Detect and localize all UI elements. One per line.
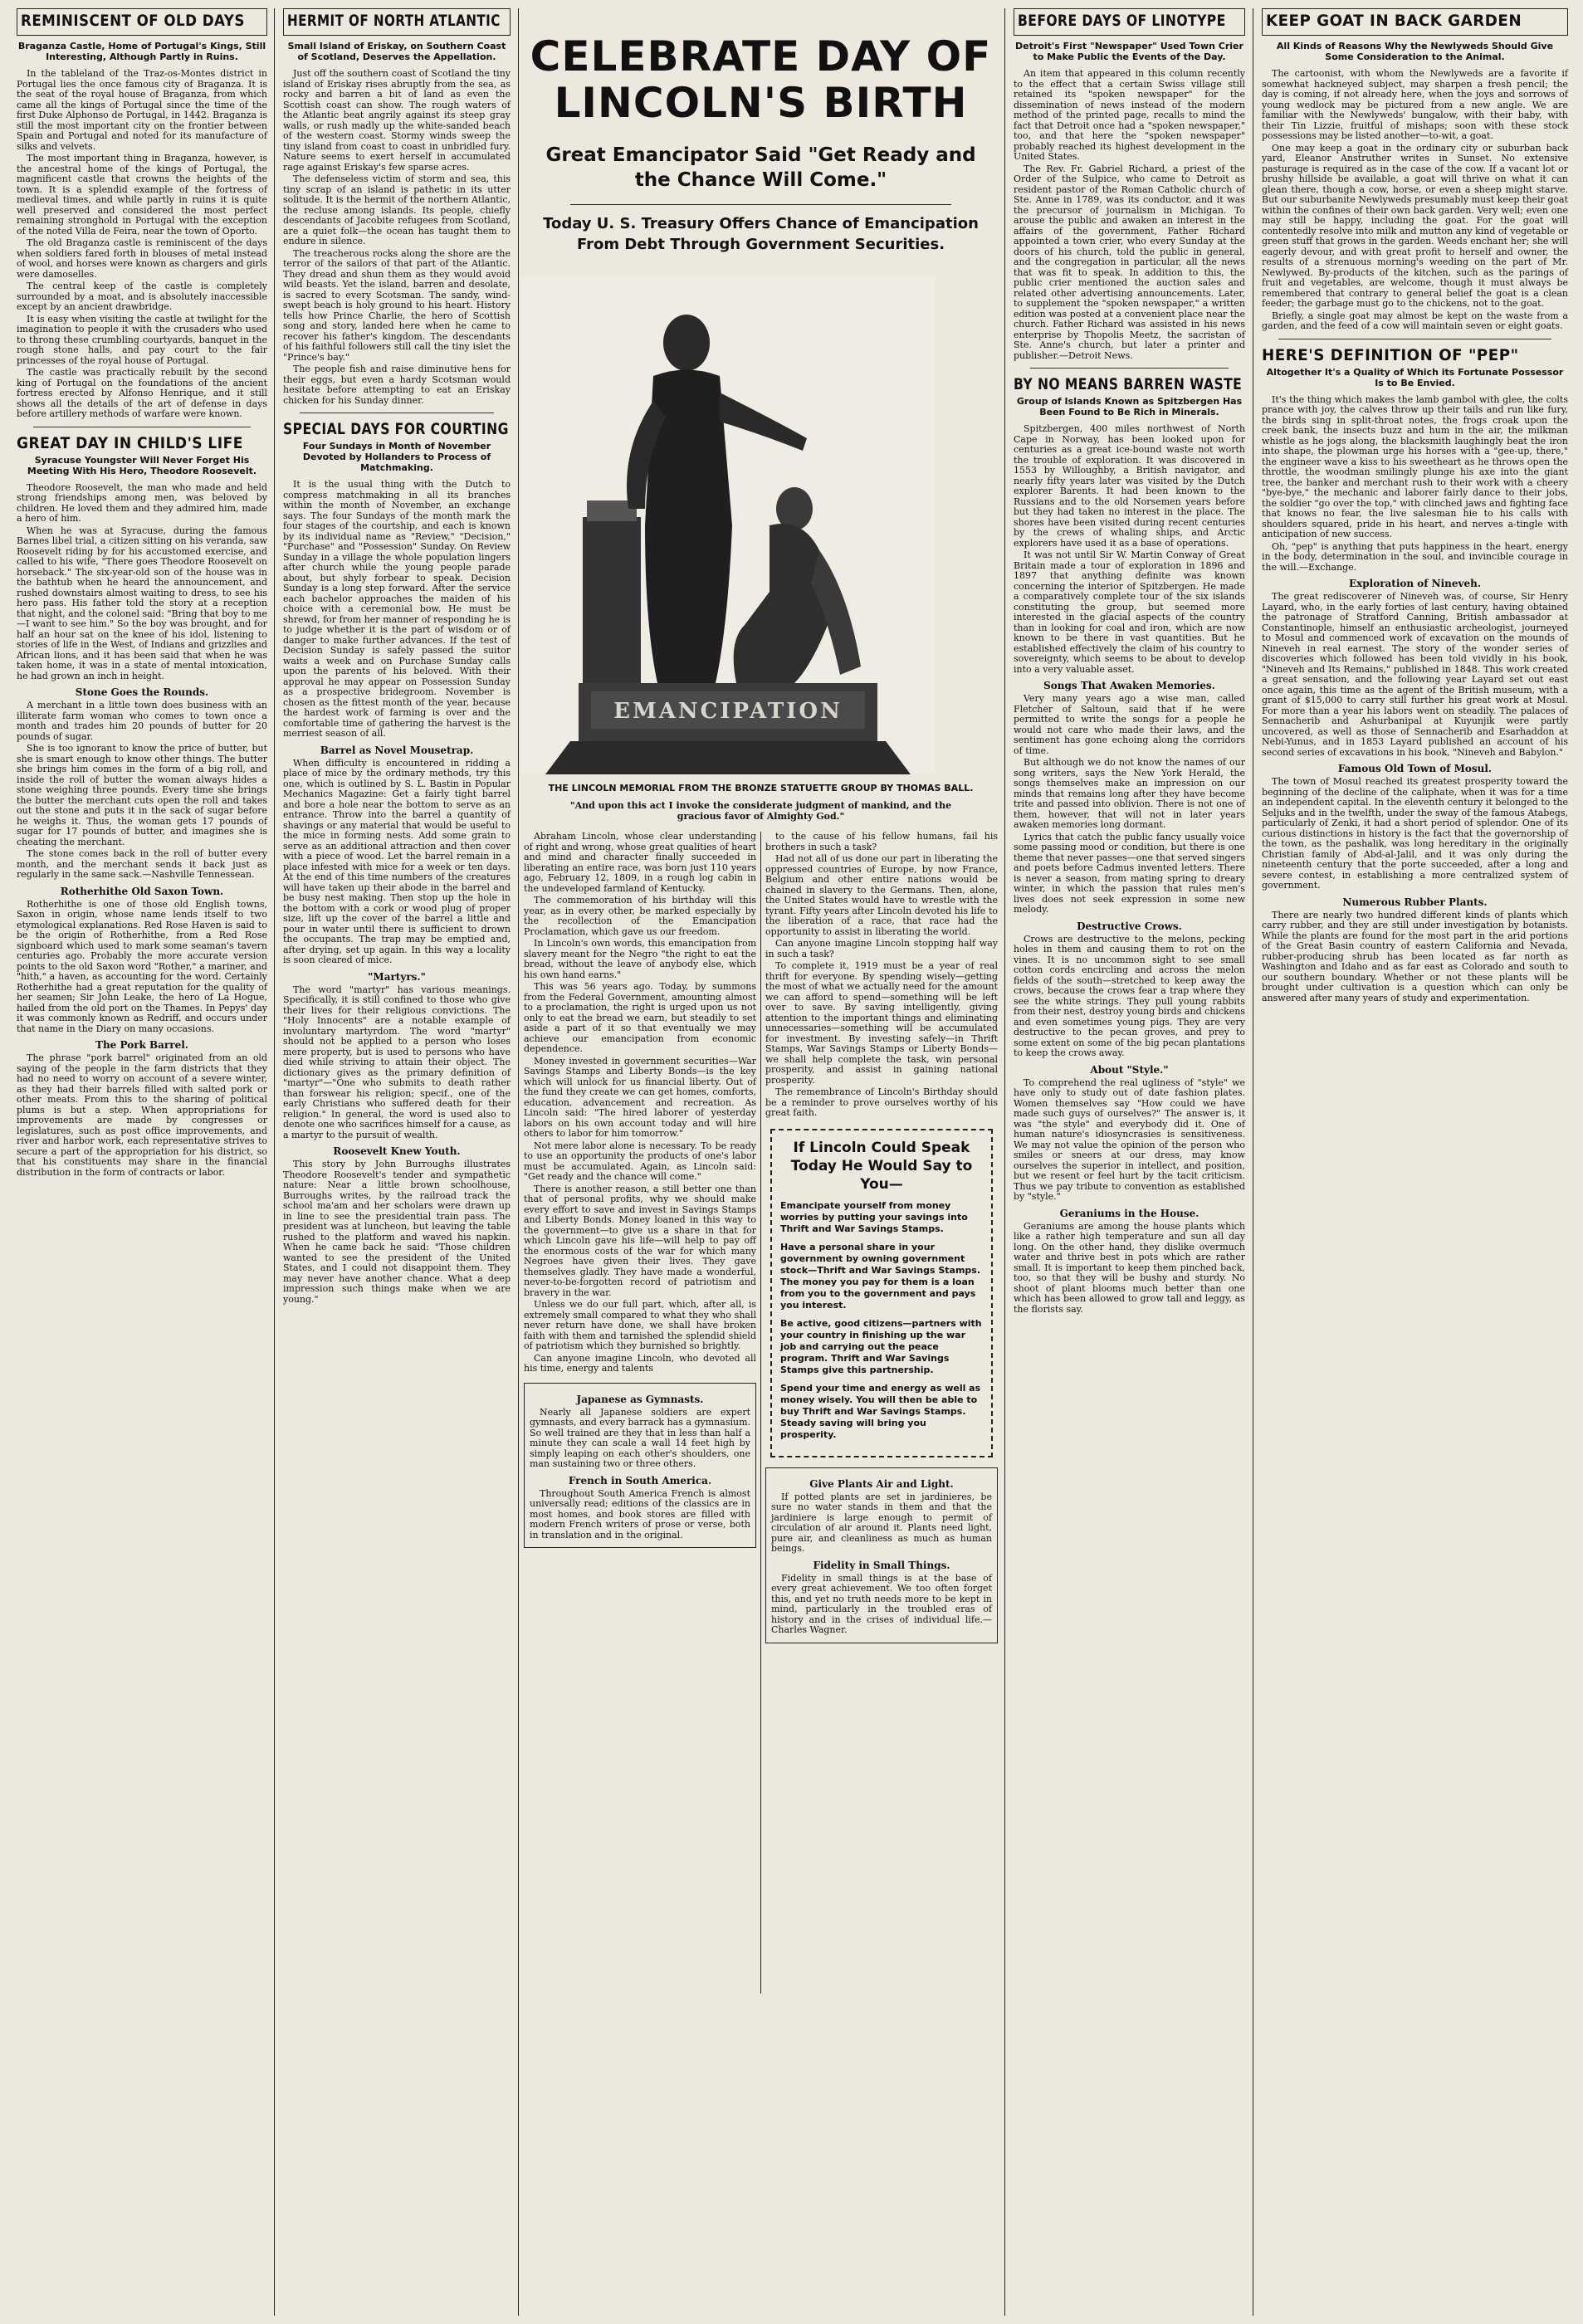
paragraph: Spitzbergen, 400 miles northwest of North Cape in Norway, has been looked upon for centuries as a great ice-bound waste not worth the trouble of exploration. It was discovered in 1553 by Willoughby, a British navigator, and nearly fifty years later was visited by the Dutch explorer Barents. It had been known to the Russians and to the old Norsemen years before but they had taken no interest in the place. The shores have been visited during recent centuries by the crews of whaling ships, and Arctic explorers have used it as a base of operations. [1014, 423, 1245, 549]
article-rubber [1262, 911, 1568, 1004]
article-plants: If potted plants are set in jardinieres, be sure no water stands in them and that the jardiniere is large enough to permit of circulation of air around it. Plants need light, pure air, and cleanliness as much as human beings. [771, 1491, 992, 1554]
headline-box [17, 8, 267, 36]
paragraph: to the cause of his fellow humans, fail his brothers in such a task? [765, 831, 998, 852]
paragraph: In Lincoln's own words, this emancipation from slavery meant for the Negro "the right to eat the bread, without the leave of anybody else, which his own hand earns." [524, 938, 756, 980]
paragraph: Not mere labor alone is necessary. To be ready to use an opportunity the products of one's labor must be accumulated. Again, as Lincoln said: "Get ready and the chance will come." [524, 1140, 756, 1182]
article-martyrs [283, 985, 511, 1141]
lincoln-quote: "And upon this act I invoke the considerate judgment of mankind, and the gracious favor of Almighty God." [569, 800, 952, 822]
headline-pep: HERE'S DEFINITION OF "PEP" [1262, 345, 1519, 364]
paragraph: The cartoonist, with whom the Newlyweds are a favorite if somewhat hackneyed subject, may sharpen a fresh pencil; the day is coming, if not already here, when the joys and sorrows of young wedlock may be pictured from a new angle. We are familiar with the Newlyweds' bungalow, with their baby, with their Tin Lizzie, fruitful of mishaps; soon with these stock possessions may be listed another—to-wit, a goat. [1262, 68, 1568, 141]
paragraph: Abraham Lincoln, whose clear understanding of right and wrong, whose great qualities of heart and mind and character finally succeeded in liberating an entire race, was born just 110 years ago, February 12, 1809, in a rough log cabin in the undeveloped farmland of Kentucky. [524, 831, 756, 894]
paragraph: Lyrics that catch the public fancy usually voice some passing mood or condition, but there is one theme that never passes—one that served singers and poets before Cadmus invented letters. There is never a season, from mating spring to dreary winter, in which the passion that rules men's lives does not seek expression in some new melody. [1014, 831, 1245, 915]
paragraph: The old Braganza castle is reminiscent of the days when soldiers fared forth in blouses of metal instead of wool, and horses were known as chargers and girls were damoselles. [17, 237, 267, 280]
column-rule [1004, 8, 1005, 2316]
headline-box [283, 8, 511, 36]
paragraph: But although we do not know the names of our song writers, says the New York Herald, the songs themselves make an impression on our minds that remains long after they have become trite and passed into oblivion. There is not one of them, however, that will not in later years awaken memories long dormant. [1014, 757, 1245, 830]
column-3 [1007, 8, 1252, 2316]
subhead-japanese: Japanese as Gymnasts. [576, 1393, 704, 1405]
paragraph: To complete it, 1919 must be a year of real thrift for everyone. By spending wisely—getting the most of what we actually need for the amount we can afford to spend—something will be left over to save. By saving intelligently, giving attention to the important things and eliminating unnecessaries—something will be accumulated for investment. By investing safely—in Thrift Stamps, War Savings Stamps or Liberty Bonds—we shall help complete the task, win personal prosperity, and assist in gaining national prosperity. [765, 960, 998, 1086]
subhead-geraniums: Geraniums in the House. [1059, 1207, 1199, 1219]
subhead-mousetrap: Barrel as Novel Mousetrap. [320, 744, 474, 756]
paragraph: It is easy when visiting the castle at twilight for the imagination to people it with the crusaders who used to throng these crumbling courtyards, banquet in the rough stone halls, and pay court to the fair princesses of the royal house of Portugal. [17, 313, 267, 366]
article-lincoln-part-2 [765, 832, 998, 1119]
article-eriskay [283, 69, 511, 406]
headline-box [1262, 8, 1568, 36]
article-pork-barrel [17, 1053, 267, 1178]
paragraph: When difficulty is encountered in ridding a place of mice by the ordinary methods, try this one, which is outlined by S. L. Bastin in Popular Mechanics Magazine: Get a fairly tight barrel and bore a hole near the bottom to serve as an entrance. Throw into the barrel a quantity of shavings or any material that would be useful to the mice in forming nests. Add some grain to serve as an additional attraction and then cover with a piece of wood. Let the barrel remain in a place infested with mice for a week or ten days. At the end of this time numbers of the creatures will have taken up their abode in the barrel and be busy nest making. Then stop up the hole in the bottom with a cork or wood plug of proper size, lift up the cover of the barrel a little and pour in water until there is sufficient to drown the occupants. The trap may be emptied and, after drying, set up again. In this way a locality is soon cleared of mice. [283, 757, 511, 965]
article-spitzbergen [1014, 424, 1245, 675]
subhead-french: French in South America. [568, 1474, 712, 1487]
subhead-martyrs: "Martyrs." [368, 970, 426, 983]
paragraph: The treacherous rocks along the shore are the terror of the sailors of that part of the Atlantic. They dread and shun them as they would avoid wild beasts. Yet the island, barren and desolate, is sacred to every Scotsman. The sandy, wind-swept beach is holy ground to his heart. History tells how Prince Charlie, the hero of Scottish song and story, landed here when he came to recover his father's kingdom. The descendants of his faithful followers still call the tiny islet the "Prince's bay." [283, 247, 511, 363]
article-crows [1014, 935, 1245, 1059]
column-1 [10, 8, 274, 2316]
paragraph: The defenseless victim of storm and sea, this tiny scrap of an island is pathetic in its utter solitude. It is the hermit of the northern Atlantic, the recluse among islands. Its people, chiefly descendants of Jacobite refugees from Scotland, are a quiet folk—the ocean has taught them to endure in silence. [283, 173, 511, 247]
headline-barren-waste: BY NO MEANS BARREN WASTE [1014, 375, 1243, 393]
column-rule [274, 8, 275, 2316]
column-rule [760, 832, 761, 1994]
article-mousetrap [283, 759, 511, 966]
lincoln-box-body [780, 1200, 983, 1441]
lincoln-memorial-statue-image [520, 276, 936, 774]
article-detroit [1014, 69, 1245, 361]
paragraph: Crows are destructive to the melons, pecking holes in them and causing them to rot on the vines. It is no uncommon sight to see small cotton cords encircling and across the melon fields of the south—stretched to keep away the crows, because the crows fear a trap where they see the white strings. They pull young rabbits from their nest, destroy young birds and chickens and even sometimes young pigs. They are very destructive to the pecan groves, and prey to some extent on some of the big pecan plantations to keep the crows away. [1014, 933, 1245, 1058]
paragraph: Had not all of us done our part in liberating the oppressed countries of Europe, by now France, Belgium and other entire nations would be chained in slavery to the Germans. Then, alone, the United States would have to wrestle with the tyrant. Fifty years after Lincoln devoted his life to the liberation of a race, that race had the opportunity to assist in liberating the world. [765, 853, 998, 937]
headline-hermit: HERMIT OF NORTH ATLANTIC [287, 12, 501, 30]
paragraph: There is another reason, a still better one than that of personal profits, why we should make every effort to save and invest in Savings Stamps and Liberty Bonds. Money loaned in this way to the government—to give us a share in that for which Lincoln gave his life—will help to pay off the enormous costs of the war for which many Negroes have given their lives. They gave themselves gladly. They have made a wonderful, never-to-be-forgotten record of patriotism and bravery in the war. [524, 1183, 756, 1298]
lincoln-box-title: If Lincoln Could Speak Today He Would Say to You— [790, 1139, 973, 1193]
paragraph: Be active, good citizens—partners with your country in finishing up the war job and carrying out the peace program. Thrift and War Savings Stamps give this partnership. [780, 1317, 982, 1375]
headline-great-day: GREAT DAY IN CHILD'S LIFE [17, 433, 243, 452]
headline-courting: SPECIAL DAYS FOR COURTING [283, 420, 509, 438]
paragraph: To comprehend the real ugliness of "style" we have only to study out of date fashion plates. Women themselves say "How could we have made such guys of ourselves?" The answer is, it was "the style" and everybody did it. One of human nature's idiosyncrasies is sensitiveness. We may not value the opinion of the person who smiles or sneers at our dress, may know ourselves the superior in intellect, and position, but we resent or feel hurt by the tacit criticism. Thus we pay tribute to convention as established by "style." [1014, 1077, 1245, 1202]
paragraph: The Rev. Fr. Gabriel Richard, a priest of the Order of the Sulpice, who came to Detroit as resident pastor of the Roman Catholic church of Ste. Anne in 1789, was its conductor, and it was the precursor of journalism in Michigan. To arouse the public and awaken an interest in the affairs of the government, Father Richard appointed a town crier, who every Sunday at the doors of his church, told the public in general, and the congregation in particular, all the news that was fit to speak. In addition to this, the public crier mentioned the auction sales and related other advertising announcements. Later, to supplement the "spoken newspaper," a written edition was posted at a convenient place near the church. Father Richard was assisted in his news enterprise by Thopolis Meetz, the sacristan of Ste. Anne's church, but later a printer and publisher.—Detroit News. [1014, 163, 1245, 361]
lincoln-box [770, 1129, 993, 1457]
column-rule [518, 8, 519, 2316]
paragraph: It is the usual thing with the Dutch to compress matchmaking in all its branches within the month of November, an exchange says. The four Sundays of the month mark the four stages of the courtship, and each is known by its individual name as "Review," "Decision," "Purchase" and "Possession" Sunday. On Review Sunday in a village the whole population lingers after church while the young people parade about, but shyly forbear to speak. Decision Sunday is a long step forward. After the service each bachelor approaches the maiden of his choice with a ceremonial bow. He must be shrewd, for from her manner of responding he is to judge whether it is the part of wisdom or of danger to make further advances. If the test of Decision Sunday is safely passed the suitor waits a week and on Purchase Sunday calls upon the parents of his beloved. With their approval he may appear on Possession Sunday as a prospective bridegroom. November is chosen as the fittest month of the year, because the hardest work of farming is over and the comfortable time of gathering the harvest is the merriest season of all. [283, 479, 511, 739]
paragraph: The phrase "pork barrel" originated from an old saying of the people in the farm districts that they had no need to worry on account of a severe winter, as they had their barrels filled with salted pork or other meats. From this to the sharing of political plums is but a step. When appropriations for improvements are made by congresses or legislatures, such as post office improvements, and river and harbor work, each representative strives to secure a part of the appropriation for his district, so that his constituents may share in the financial distribution in the form of contracts or labor. [17, 1052, 267, 1178]
deck-eriskay: Small Island of Eriskay, on Southern Coast of Scotland, Deserves the Appellation. [287, 41, 506, 62]
subhead-songs: Songs That Awaken Memories. [1043, 680, 1215, 691]
headline-linotype: BEFORE DAYS OF LINOTYPE [1018, 12, 1226, 30]
subhead-fidelity: Fidelity in Small Things. [813, 1559, 950, 1571]
main-headline-line-2: LINCOLN'S BIRTH [554, 79, 968, 127]
paragraph: The commemoration of his birthday will this year, as in every other, be marked especially by the recollection of the Emancipation Proclamation, which gave us our freedom. [524, 895, 756, 937]
paragraph: Can anyone imagine Lincoln stopping half way in such a task? [765, 938, 998, 959]
paragraph: An item that appeared in this column recently to the effect that a certain Swiss village still retained its "spoken newspaper" for the dissemination of news instead of the modern method of the printed page, recalls to mind the fact that Detroit once had a "spoken newspaper," too, and that here the "spoken newspaper" probably reached its highest development in the United States. [1014, 68, 1245, 162]
column-4 [1255, 8, 1575, 2316]
paragraph: This story by John Burroughs illustrates Theodore Roosevelt's tender and sympathetic nature: Near a little brown schoolhouse, Burroughs writes, by the railroad track the school ma'am and her scholars were drawn up in line to see the presidential train pass. The president was at luncheon, but leaving the table rushed to the platform and waved his napkin. When he came back he said: "Those children wanted to see the president of the United States, and I could not disappoint them. They may never have another chance. What a deep impression such things make when we are young." [283, 1159, 511, 1305]
article-geraniums [1014, 1222, 1245, 1316]
paragraph: The word "martyr" has various meanings. Specifically, it is still confined to those who give their lives for their religious convictions. The "Holy Innocents" are a notable example of involuntary martyrdom. The word "martyr" should not be applied to a person who loses mere property, but is used to persons who have died while striving to attain their object. The dictionary gives as the primary definition of "martyr"—"One who submits to death rather than forswear his religion; specif., one of the early Christians who suffered death for their religion." In general, the word is used also to denote one who sacrifices himself for a cause, as a martyr to the pursuit of wealth. [283, 984, 511, 1140]
paragraph: There are nearly two hundred different kinds of plants which carry rubber, and they are still under investigation by botanists. While the plants are found for the most part in the arid portions of the Great Basin country of eastern California and Nevada, rubber-producing shrub has been located as far north as Washington and Idaho and as far east as Colorado and south to our southern boundary. Whether or not these plants will be brought under cultivation is a question which can only be answered after many years of study and experimentation. [1262, 909, 1568, 1003]
center-feature [520, 8, 1001, 2316]
headline-box [1014, 8, 1245, 36]
deck-emancipator: Great Emancipator Said "Get Ready and the Chance Will Come." [545, 144, 976, 191]
deck-braganza: Braganza Castle, Home of Portugal's Kings, Still Interesting, Although Partly in Ruins. [17, 41, 266, 62]
headline-reminiscent: REMINISCENT OF OLD DAYS [21, 12, 245, 30]
paragraph: Geraniums are among the house plants which like a rather high temperature and sun all day long. On the other hand, they dislike overmuch water and thrive best in pots which are rather small. It is important to keep them pinched back, too, so that they will be bushy and sturdy. No shoot of plant blooms much better than one which has been allowed to grow tall and leggy, as the florists say. [1014, 1220, 1245, 1315]
paragraph: Oh, "pep" is anything that puts happiness in the heart, energy in the body, determination in the soul, and invincible courage in the will.—Exchange. [1262, 540, 1568, 573]
paragraph: The people fish and raise diminutive hens for their eggs, but even a hardy Scotsman would hesitate before attempting to eat an Eriskay chicken for his Sunday dinner. [283, 364, 511, 406]
subhead-plants: Give Plants Air and Light. [809, 1477, 954, 1490]
paragraph: Just off the southern coast of Scotland the tiny island of Eriskay rises abruptly from the sea, as rocky and barren a bit of land as even the Scottish coast can show. The rough waters of the Atlantic beat angrily against its steep gray walls, or rush madly up the white-sanded beach of the western coast. Stormy winds sweep the tiny island from coast to coast in unbridled fury. Nature seems to exert herself in accumulated rage against Eriskay's few sparse acres. [283, 68, 511, 173]
paragraph: It's the thing which makes the lamb gambol with glee, the colts prance with joy, the calves throw up their tails and run like fury, the birds sing in split-throat notes, the frogs croak upon the creek bank, the insects buzz and hum in the air, the milkman whistle as he jogs along, the blacksmith laughingly beat the iron into shape, the plowman urge his horses with a "gee-up, there," the engineer wave a kiss to his sweetheart as he throws open the throttle, the woodman smilingly plunge his axe into the giant tree, the banker and merchant rush to their work with a cheery "bye-bye," the mechanic and laborer fairly dance to their jobs, the soldier "go over the top," with clinched jaws and fighting face that knows no fear, the live salesman hie to his calls with shoulders squared, pride in his heart, and nerves a-tingle with anticipation of new success. [1262, 393, 1568, 540]
paragraph: She is too ignorant to know the price of butter, but she is smart enough to know other things. The butter she brings him comes in the form of a big roll, and inside the roll of butter the woman always hides a stone weighing three pounds. Every time she brings the butter the merchant cuts open the roll and takes out the stone and puts it in the sack of sugar before he weighs it. Thus, the woman gets 17 pounds of sugar for 17 pounds of butter, and imagines she is cheating the merchant. [17, 743, 267, 847]
box-japanese [524, 1383, 756, 1549]
deck-goat: All Kinds of Reasons Why the Newlyweds Should Give Some Consideration to the Animal. [1276, 41, 1554, 62]
paragraph: The most important thing in Braganza, however, is the ancestral home of the kings of Portugal, the magnificent castle that crowns the heights of the town. It is a splendid example of the fortress of medieval times, and while partly in ruins it is quite well preserved and considered the most perfect remaining stronghold in Portugal with the exception of the noted Villa de Feira, near the town of Oporto. [17, 153, 267, 237]
plinth-inscription: EMANCIPATION [613, 699, 843, 724]
paragraph: A merchant in a little town does business with an illiterate farm woman who comes to town once a month and trades him 20 pounds of butter for 20 pounds of sugar. [17, 700, 267, 742]
paragraph: When he was at Syracuse, during the famous Barnes libel trial, a citizen sitting on his veranda, saw Roosevelt riding by for his accustomed exercise, and called to his wife, "There goes Theodore Roosevelt on horseback." The six-year-old son of the house was in the bathtub when he heard the announcement, and rushed downstairs almost waiting to dress, to see his hero pass. His father told the story at a reception that night, and the colonel said: "Bring that boy to me—I want to see him." So the boy was brought, and for half an hour sat on the knee of his idol, listening to stories of life in the West, of Indians and grizzlies and African lions, and it has been said that when he was taken home, it was in a state of mental intoxication, he had grown an inch in height. [17, 525, 267, 681]
image-caption: THE LINCOLN MEMORIAL FROM THE BRONZE STATUETTE GROUP BY THOMAS BALL. [548, 783, 974, 793]
subhead-style: About "Style." [1090, 1063, 1169, 1076]
box-plants [765, 1467, 998, 1643]
article-pep [1262, 395, 1568, 574]
paragraph: Briefly, a single goat may almost be kept on the waste from a garden, and the feed of a cow will maintain seven or eight goats. [1262, 310, 1568, 331]
paragraph: Unless we do our full part, which, after all, is extremely small compared to what they who shall never return have done, we shall have broken faith with them and tarnished the splendid shield of patriotism which they burnished so brightly. [524, 1299, 756, 1351]
divider [570, 204, 951, 205]
paragraph: Have a personal share in your government by owning government stock—Thrift and War Savings Stamps. The money you pay for them is a loan from you to the government and pays you interest. [780, 1241, 981, 1311]
article-courting [283, 480, 511, 740]
article-lincoln-part-1 [524, 832, 756, 1374]
article-stone [17, 701, 267, 881]
paragraph: The town of Mosul reached its greatest prosperity toward the beginning of the decline of the caliphate, when it was for a time an independent capital. In the eleventh century it belonged to the Seljuks and in the twelfth, under the sway of the famous Atabegs, particularly of Zenki, it had a short period of splendor. One of its curious distinctions in history is the fact that the governorship of the town, as the pashalik, was long hereditary in the originally Christian family of Abd-al-Jalil, and it was only during the nineteenth century that the porte succeeded, after a long and severe contest, in establishing a more centralized system of government. [1262, 776, 1568, 891]
article-japanese: Nearly all Japanese soldiers are expert gymnasts, and every barrack has a gymnasium. So well trained are they that in less than half a minute they can scale a wall 14 feet high by simply leaping on each other's shoulders, one man sustaining two or three others. [530, 1406, 750, 1469]
paragraph: It was not until Sir W. Martin Conway of Great Britain made a tour of exploration in 1896 and 1897 that anything definite was known concerning the interior of Spitzbergen. He made a comparatively complete tour of the six islands constituting the group, but seemed more interested in the glacial aspects of the country than in looking for coal and iron, which are now known to be there in vast quantities. But he established effectively the claim of his country to sovereignty, which seems to be about to develop into a very valuable asset. [1014, 549, 1245, 675]
paragraph: In the tableland of the Traz-os-Montes district in Portugal lies the once famous city of Braganza. It is the seat of the royal house of Braganza, from which came all the kings of Portugal since the time of the first Duke Alphonso de Portugal, in 1442. Braganza is still the most important city on the frontier between Spain and Portugal and noted for its manufacture of silks and velvets. [17, 68, 267, 152]
subhead-roosevelt-youth: Roosevelt Knew Youth. [333, 1145, 461, 1157]
paragraph: Theodore Roosevelt, the man who made and held strong friendships among men, was beloved by children. He loved them and they admired him, made a hero of him. [17, 481, 267, 524]
paragraph: The central keep of the castle is completely surrounded by a moat, and is absolutely inaccessible except by an ancient drawbridge. [17, 281, 267, 312]
paragraph: The great rediscoverer of Nineveh was, of course, Sir Henry Layard, who, in the early forties of last century, having obtained the patronage of Stratford Canning, British ambassador at Constantinople, himself an enthusiastic archeologist, journeyed to Mosul and commenced work of excavation on the mounds of Nineveh in real earnest. The story of the wonder series of discoveries which followed has been told vividly in his book, "Nineveh and Its Remains," published in 1848. This work created a great sensation, and the following year Layard set out east once again, this time as the agent of the British museum, with a grant of $15,000 to carry still further his great work at Mosul. For more than a year his labors went on steadily. The palaces of Sennacherib and Ashurbanipal at Kuyunjik were partly uncovered, as well as those of Sennacherib and Esarhaddon at Nebi-Yunus, and in 1853 Layard published an account of his second series of excavations in his book, "Nineveh and Babylon." [1262, 591, 1568, 758]
deck-treasury: Today U. S. Treasury Offers Chance of Emancipation From Debt Through Government Securities. [543, 215, 979, 253]
deck-detroit: Detroit's First "Newspaper" Used Town Crier to Make Public the Events of the Day. [1015, 41, 1243, 62]
deck-great-day: Syracuse Youngster Will Never Forget His Meeting With His Hero, Theodore Roosevelt. [27, 454, 257, 476]
article-songs [1014, 694, 1245, 915]
paragraph: Spend your time and energy as well as money wisely. You will then be able to buy Thrift and War Savings Stamps. Steady saving will bring you prosperity. [780, 1382, 981, 1440]
deck-pep: Altogether It's a Quality of Which its Fortunate Possessor Is to Be Envied. [1266, 366, 1564, 388]
paragraph: One may keep a goat in the ordinary city or suburban back yard, Eleanor Anstruther writes in Sunset. No extensive pasturage is required as in the case of the cow. If a vacant lot or brushy hillside be available, a goat will thrive on what it can glean there, though a cow, horse, or even a sheep might starve. But our suburbanite Newlyweds presumably must keep their goat within the confines of their own back garden. Very well; even one may still be happy, including the goat. For the goat will contentedly resolve into milk and mutton any kind of vegetable or green stuff that grows in the garden. Weeds enchant her; she will eagerly devour, and with great profit to herself and owner, the results of a strenuous morning's weeding on the part of Mr. Newlywed. By-products of the kitchen, such as the parings of fruit and vegetables, are welcome, though it must always be remembered that contrary to general belief the goat is a clean feeder; the garbage must go to the chickens, not to the goat. [1262, 142, 1568, 309]
center-right-column [765, 832, 998, 1652]
article-roosevelt-youth [283, 1160, 511, 1305]
center-columns [520, 832, 1001, 1994]
subhead-nineveh: Exploration of Nineveh. [1348, 578, 1482, 589]
article-great-day [17, 483, 267, 682]
subhead-rotherhithe: Rotherhithe Old Saxon Town. [60, 885, 224, 897]
subhead-stone: Stone Goes the Rounds. [75, 686, 209, 698]
article-fidelity: Fidelity in small things is at the base of every great achievement. We too often forget this, and yet no truth needs more to be kept in mind, particularly in the troubled eras of history and in the crises of individual life.—Charles Wagner. [771, 1572, 992, 1635]
center-left-column [524, 832, 756, 1556]
deck-spitzbergen: Group of Islands Known as Spitzbergen Has Been Found to Be Rich in Minerals. [1016, 396, 1243, 417]
paragraph: Money invested in government securities—War Savings Stamps and Liberty Bonds—is the key which will unlock for us financial liberty. Out of the fund they create we can get homes, comforts, education, advancement and recreation. As Lincoln said: "The hired laborer of yesterday labors on his own account today and will hire others to labor for him tomorrow." [524, 1055, 756, 1139]
column-2 [276, 8, 517, 2316]
paragraph: The stone comes back in the roll of butter every month, and the merchant sends it back just as regularly in the same sack.—Nashville Tennessean. [17, 848, 267, 880]
article-nineveh [1262, 592, 1568, 758]
main-headline [520, 33, 1001, 126]
article-mosul [1262, 777, 1568, 891]
paragraph: The castle was practically rebuilt by the second king of Portugal on the foundations of the ancient fortress erected by Alfonso Henrique, and it still shows all the details of the art of defense in days before artillery methods of warfare were known. [17, 367, 267, 419]
divider [1030, 368, 1229, 369]
paragraph: Can anyone imagine Lincoln, who devoted all his time, energy and talents [524, 1352, 756, 1374]
subhead-crows: Destructive Crows. [1077, 920, 1182, 932]
article-french: Throughout South America French is almost universally read; editions of the classics are in most homes, and book stores are filled with modern French writers of prose or verse, both in translation and in the original. [530, 1487, 750, 1540]
main-headline-line-1: CELEBRATE DAY OF [530, 32, 992, 81]
subhead-pork-barrel: The Pork Barrel. [95, 1039, 188, 1051]
subhead-mosul: Famous Old Town of Mosul. [1337, 763, 1493, 774]
article-rotherhithe [17, 900, 267, 1035]
paragraph: Rotherhithe is one of those old English towns, Saxon in origin, whose name lends itself to two etymological explanations. Red Rose Haven is said to be the origin of Rotherhithe, from a Red Rose signboard which used to mark some seaman's tavern centuries ago. Probably the more accurate version points to the old Saxon word "Rother," a mariner, and "hith," a haven, as accounting for the word. Certainly Rotherhithe had a great reputation for the quality of her seamen; Sir John Leake, the hero of La Hogue, hailed from the old port on the Thames. In Pepys' day it was commonly known as Redriff, and occurs under that name in the Diary on many occasions. [17, 898, 267, 1034]
headline-goat: KEEP GOAT IN BACK GARDEN [1266, 12, 1522, 30]
paragraph: This was 56 years ago. Today, by summons from the Federal Government, amounting almost to a proclamation, the right is urged upon us not only to eat the bread we earn, but steadily to set aside a part of it so that eventually we may achieve our emancipation from economic dependence. [524, 981, 756, 1054]
paragraph: Emancipate yourself from money worries by putting your savings into Thrift and War Savings Stamps. [780, 1199, 968, 1234]
article-style [1014, 1078, 1245, 1203]
paragraph: The remembrance of Lincoln's Birthday should be a reminder to prove ourselves worthy of his great faith. [765, 1086, 998, 1118]
article-braganza [17, 69, 267, 420]
paragraph: Very many years ago a wise man, called Fletcher of Saltoun, said that if he were permitted to write the songs for a people he would not care who made their laws, and the sentiment has gone echoing along the corridors of time. [1014, 693, 1245, 756]
deck-courting: Four Sundays in Month of November Devoted by Hollanders to Process of Matchmaking. [302, 441, 491, 473]
article-goat [1262, 69, 1568, 332]
subhead-rubber: Numerous Rubber Plants. [1342, 896, 1488, 908]
